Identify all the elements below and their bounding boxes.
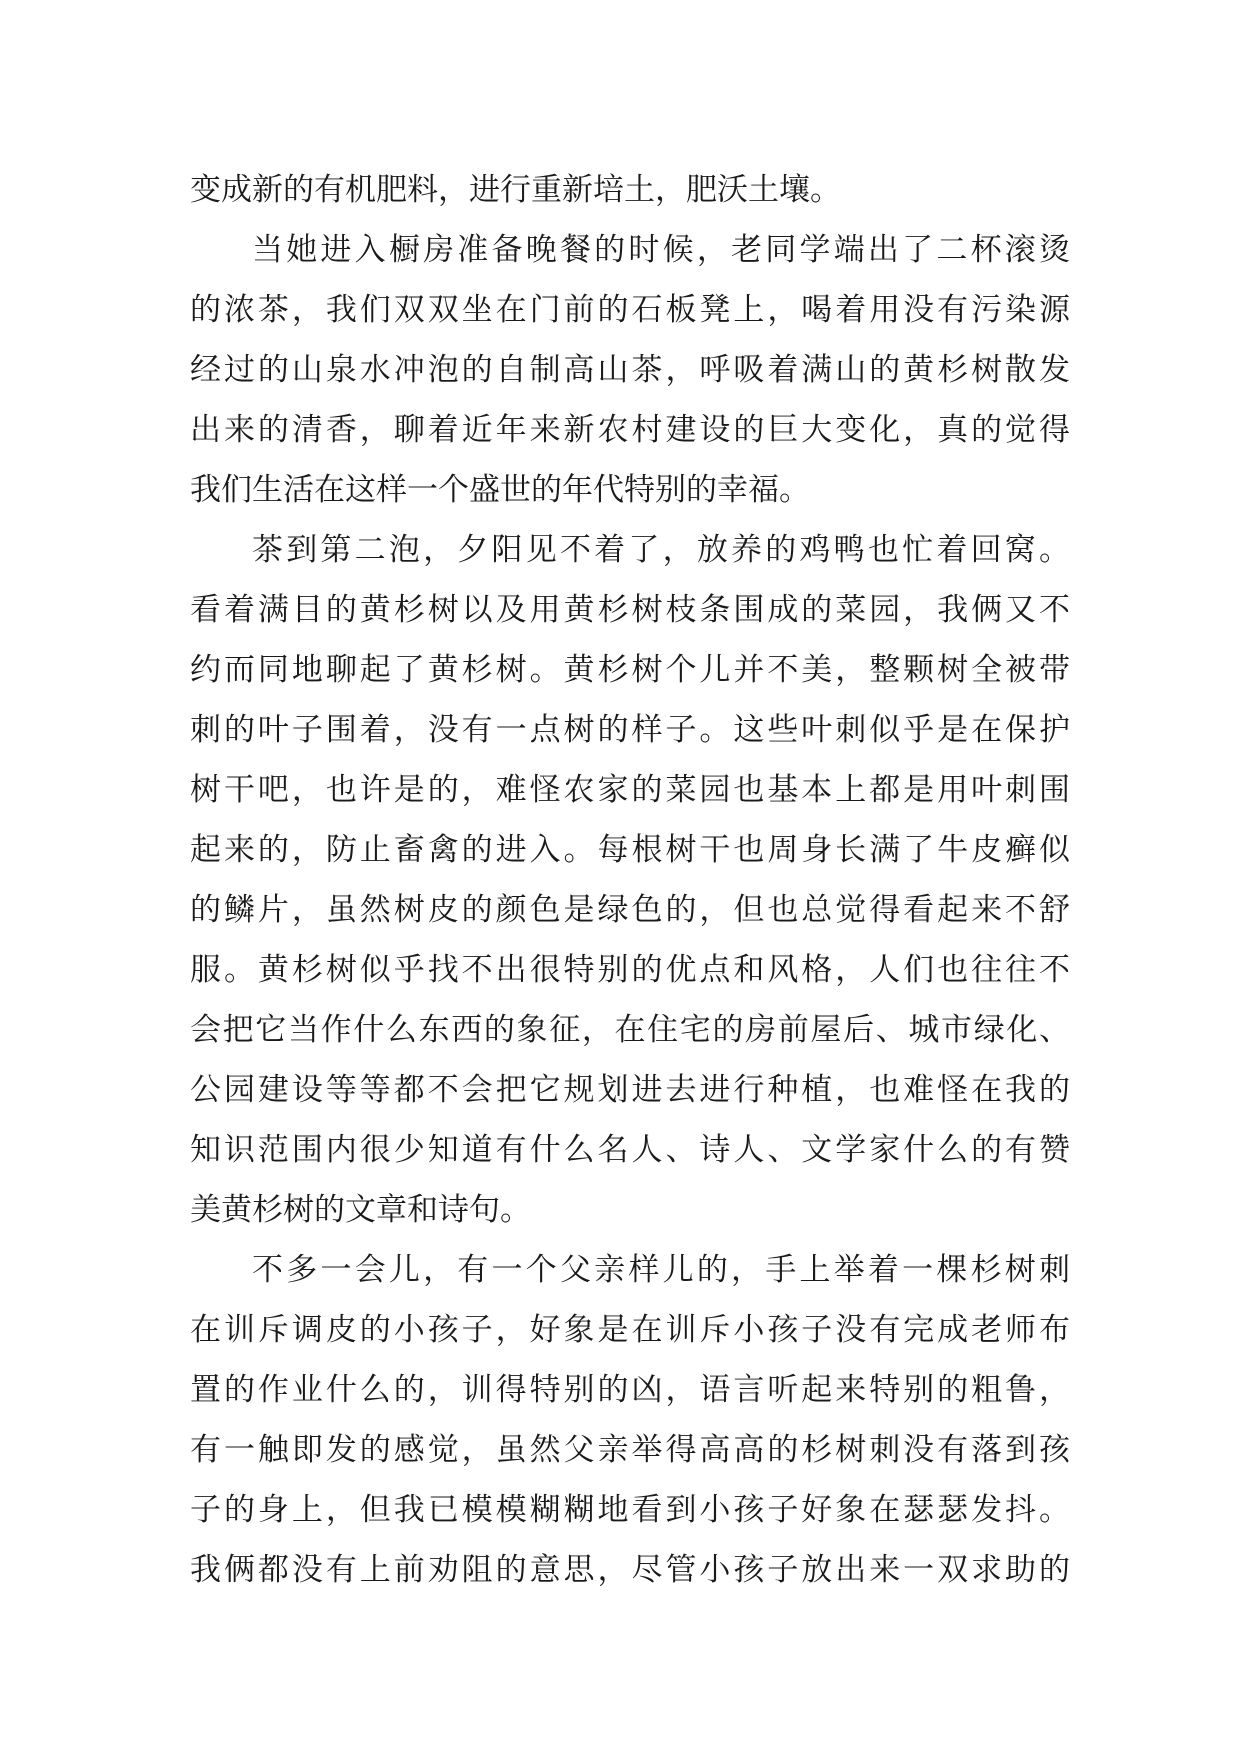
text-line: 经过的山泉水冲泡的自制高山茶，呼吸着满山的黄杉树散发 (190, 352, 1070, 388)
paragraph-first-line: 茶到第二泡，夕阳见不着了，放养的鸡鸭也忙着回窝。 (252, 532, 1070, 568)
text-line: 有一触即发的感觉，虽然父亲举得高高的杉树刺没有落到孩 (190, 1432, 1070, 1468)
text-line: 我俩都没有上前劝阻的意思，尽管小孩子放出来一双求助的 (190, 1552, 1070, 1588)
text-line: 变成新的有机肥料，进行重新培土，肥沃土壤。 (190, 172, 841, 208)
text-line: 公园建设等等都不会把它规划进去进行种植，也难怪在我的 (190, 1072, 1070, 1108)
text-line: 会把它当作什么东西的象征，在住宅的房前屋后、城市绿化、 (190, 1012, 1070, 1048)
text-line: 约而同地聊起了黄杉树。黄杉树个儿并不美，整颗树全被带 (190, 652, 1070, 688)
text-line: 在训斥调皮的小孩子，好象是在训斥小孩子没有完成老师布 (190, 1312, 1070, 1348)
text-line: 的浓茶，我们双双坐在门前的石板凳上，喝着用没有污染源 (190, 292, 1070, 328)
text-line: 美黄杉树的文章和诗句。 (190, 1192, 531, 1228)
paragraph-first-line: 当她进入橱房准备晚餐的时候，老同学端出了二杯滚烫 (252, 232, 1070, 268)
text-line: 出来的清香，聊着近年来新农村建设的巨大变化，真的觉得 (190, 412, 1070, 448)
text-line: 我们生活在这样一个盛世的年代特别的幸福。 (190, 472, 810, 508)
text-line: 刺的叶子围着，没有一点树的样子。这些叶刺似乎是在保护 (190, 712, 1070, 748)
paragraph-first-line: 不多一会儿，有一个父亲样儿的，手上举着一棵杉树刺 (252, 1252, 1070, 1288)
document-body (190, 160, 1070, 1600)
text-line: 子的身上，但我已模模糊糊地看到小孩子好象在瑟瑟发抖。 (190, 1492, 1070, 1528)
text-line: 起来的，防止畜禽的进入。每根树干也周身长满了牛皮癣似 (190, 832, 1070, 868)
text-line: 置的作业什么的，训得特别的凶，语言听起来特别的粗鲁， (190, 1372, 1070, 1408)
text-line: 知识范围内很少知道有什么名人、诗人、文学家什么的有赞 (190, 1132, 1070, 1168)
text-line: 树干吧，也许是的，难怪农家的菜园也基本上都是用叶刺围 (190, 772, 1070, 808)
text-line: 的鳞片，虽然树皮的颜色是绿色的，但也总觉得看起来不舒 (190, 892, 1070, 928)
text-line: 服。黄杉树似乎找不出很特别的优点和风格，人们也往往不 (190, 952, 1070, 988)
text-line: 看着满目的黄杉树以及用黄杉树枝条围成的菜园，我俩又不 (190, 592, 1070, 628)
